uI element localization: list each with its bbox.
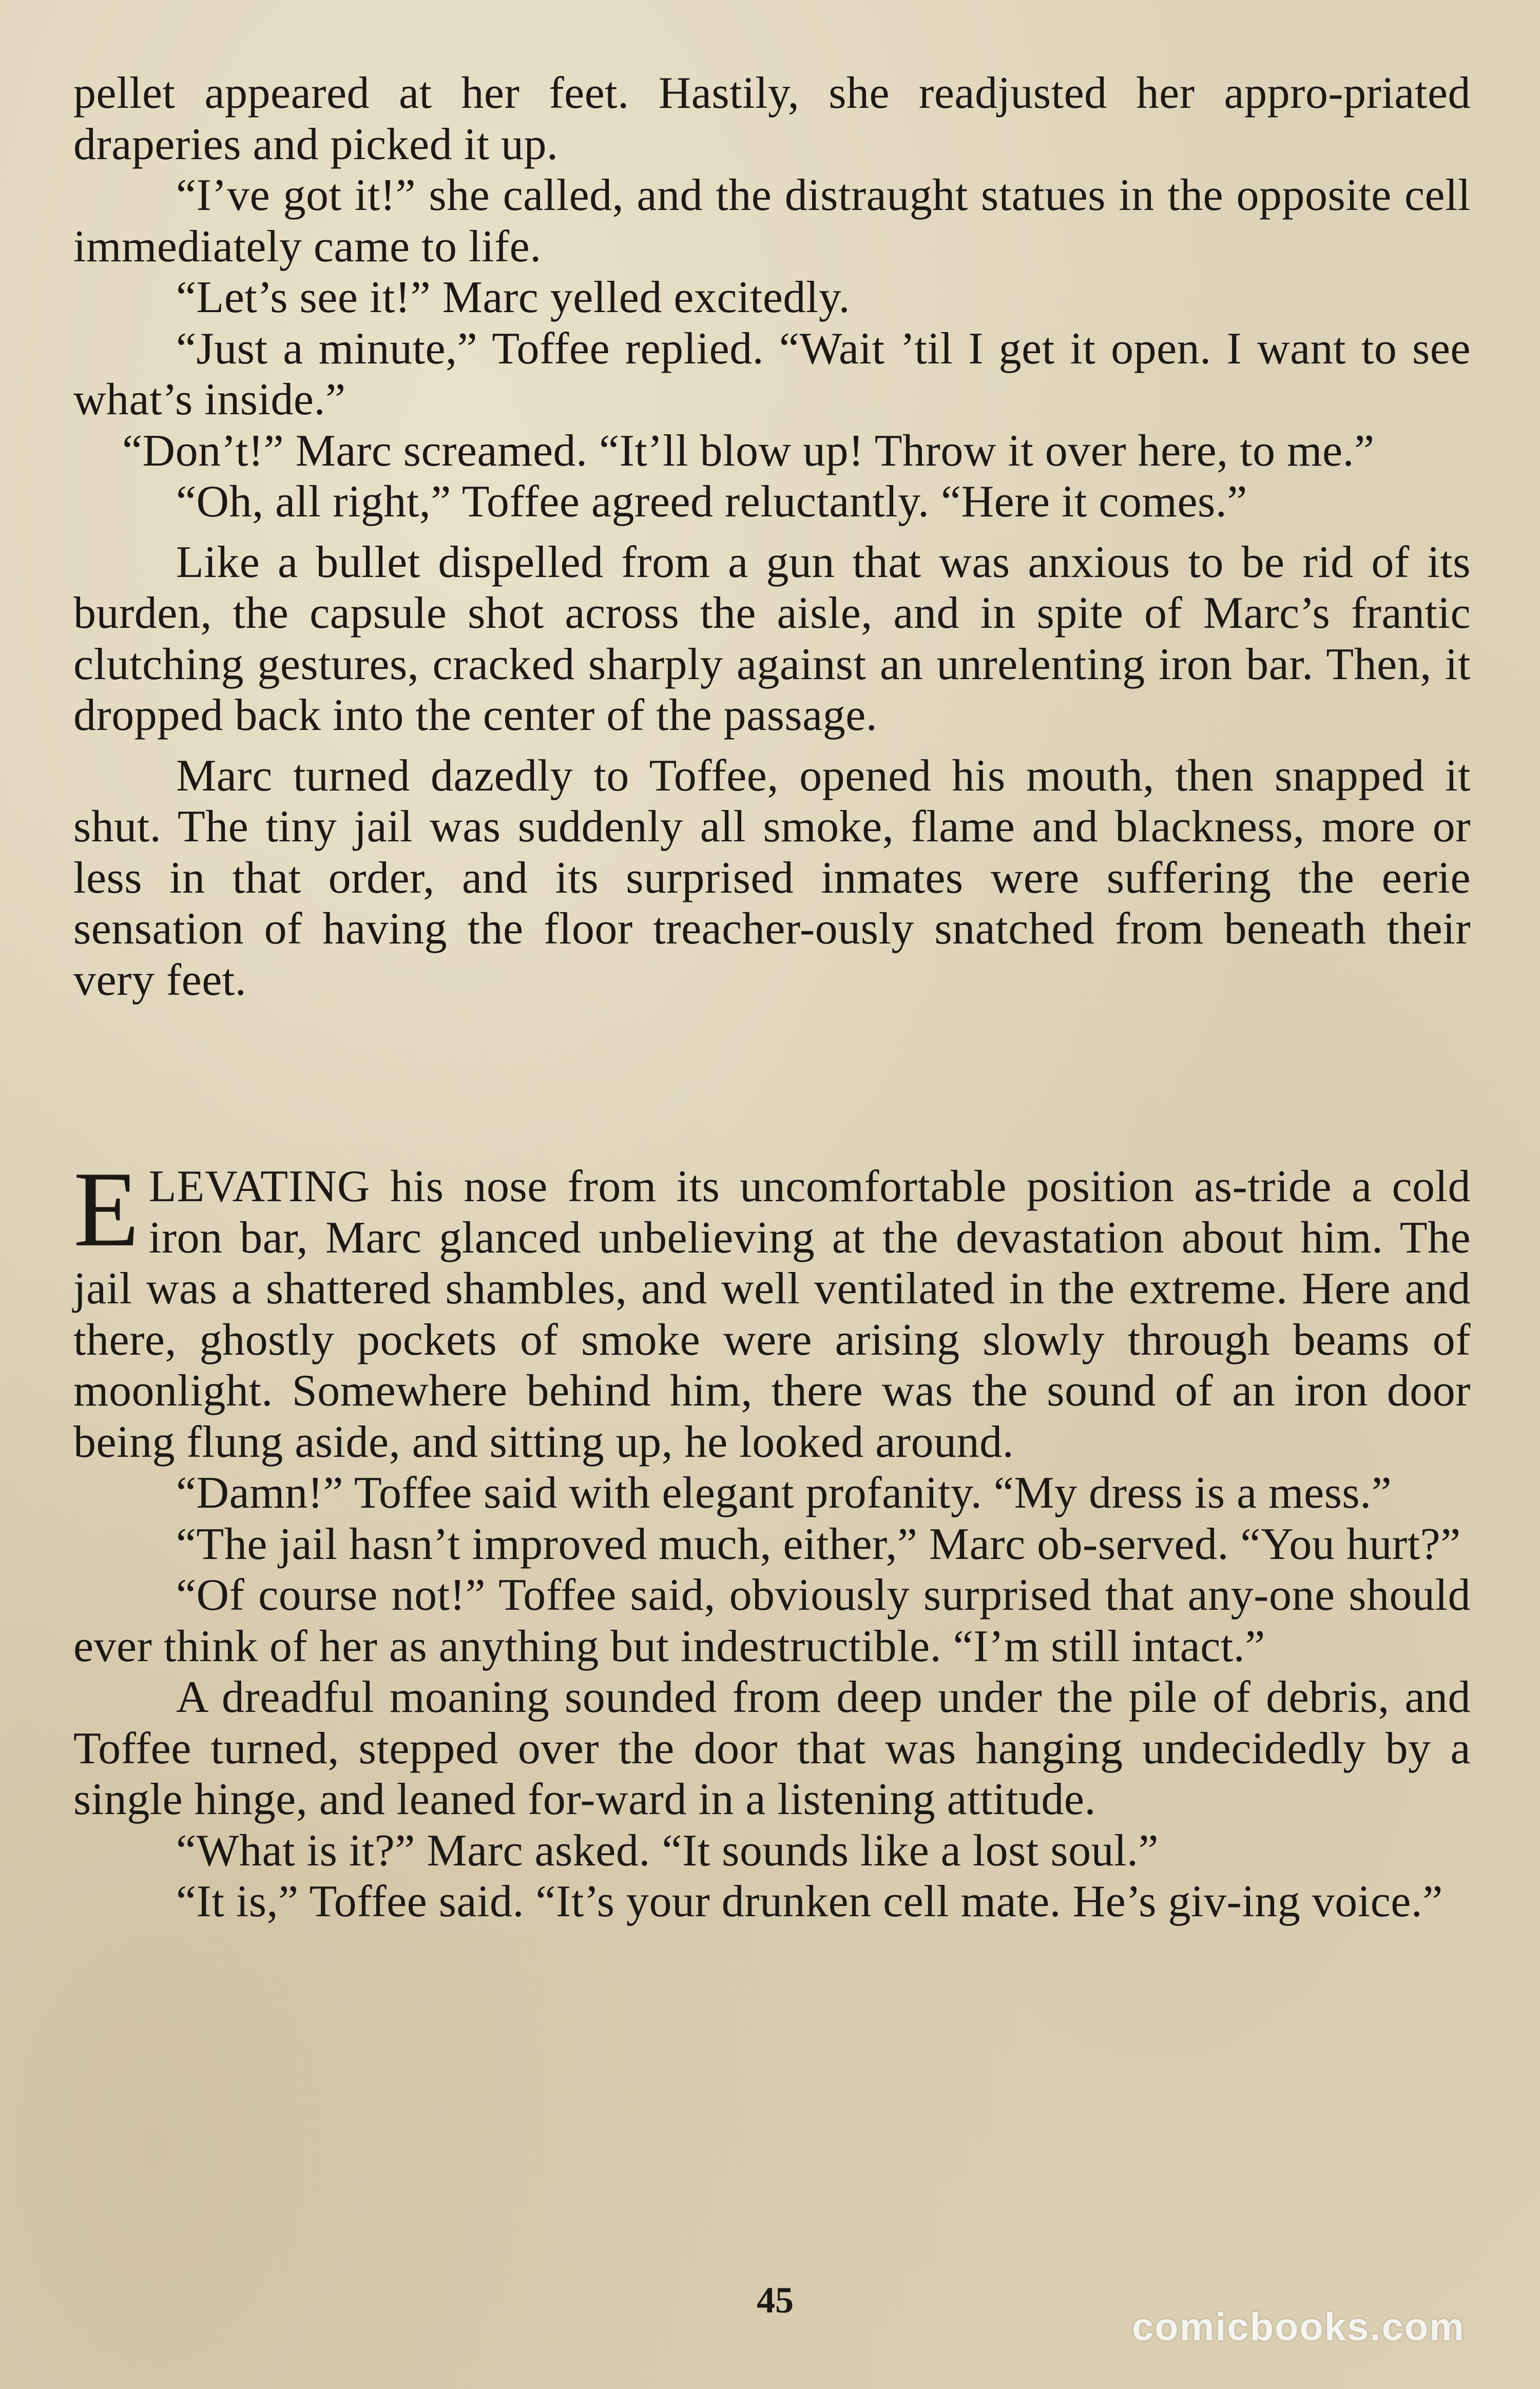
paragraph: “I’ve got it!” she called, and the distraught statues in the opposite cell immediately came to life. (73, 170, 1471, 272)
paragraph: Like a bullet dispelled from a gun that was anxious to be rid of its burden, the capsule shot across the aisle, and in spite of Marc’s frantic clutching gestures, cracked sharply against an unrelenting iron bar. Then, it dropped back into the center of the passage. (73, 537, 1471, 740)
drop-cap: E (73, 1150, 140, 1269)
paragraph: “Let’s see it!” Marc yelled excitedly. (176, 273, 851, 322)
watermark-logo: comicbooks.com (1132, 2305, 1465, 2349)
paragraph: pellet appeared at her feet. Hastily, she readjusted her appro-priated draperies and picked it up. (73, 68, 1471, 169)
page-number: 45 (757, 2280, 794, 2321)
section-opening-paragraph (73, 1150, 1471, 1468)
paragraph: “Of course not!” Toffee said, obviously surprised that any-one should ever think of her as anything but indestructible. “I’m still intact.” (73, 1570, 1471, 1671)
paragraph-text: his nose from its uncomfortable position as-tride a cold iron bar, Marc glanced unbelieving at the devastation about him. The jail was a shattered shambles, and well ventilated in the extreme. Here and there, ghostly pockets of smoke were arising slowly through beams of moonlight. Somewhere behind him, there was the sound of an iron door being flung aside, and sitting up, he looked around. (73, 1162, 1471, 1467)
text-section-two (73, 1150, 1471, 1928)
paragraph: Marc turned dazedly to Toffee, opened his mouth, then snapped it shut. The tiny jail was suddenly all smoke, flame and blackness, more or less in that order, and its surprised inmates were suffering the eerie sensation of having the floor treacher-ously snatched from beneath their very feet. (73, 750, 1471, 1005)
paragraph: “What is it?” Marc asked. “It sounds like a lost soul.” (176, 1825, 1159, 1876)
paragraph: A dreadful moaning sounded from deep under the pile of debris, and Toffee turned, stepped over the door that was hanging undecidedly by a single hinge, and leaned for-ward in a listening attitude. (73, 1672, 1471, 1824)
paragraph: “Just a minute,” Toffee replied. “Wait ’til I get it open. I want to see what’s inside.” (73, 323, 1471, 425)
paragraph: “Oh, all right,” Toffee agreed reluctantly. “Here it comes.” (176, 477, 1247, 527)
paragraph: “It is,” Toffee said. “It’s your drunken cell mate. He’s giv-ing voice.” (176, 1877, 1443, 1926)
paragraph: “Don’t!” Marc screamed. “It’ll blow up! Throw it over here, to me.” (122, 426, 1375, 476)
text-section-one (73, 68, 1471, 1006)
lead-caps: LEVATING (148, 1162, 371, 1211)
paragraph: “Damn!” Toffee said with elegant profanity. “My dress is a mess.” (176, 1468, 1392, 1518)
paragraph: “The jail hasn’t improved much, either,” Marc ob-served. “You hurt?” (176, 1519, 1461, 1569)
